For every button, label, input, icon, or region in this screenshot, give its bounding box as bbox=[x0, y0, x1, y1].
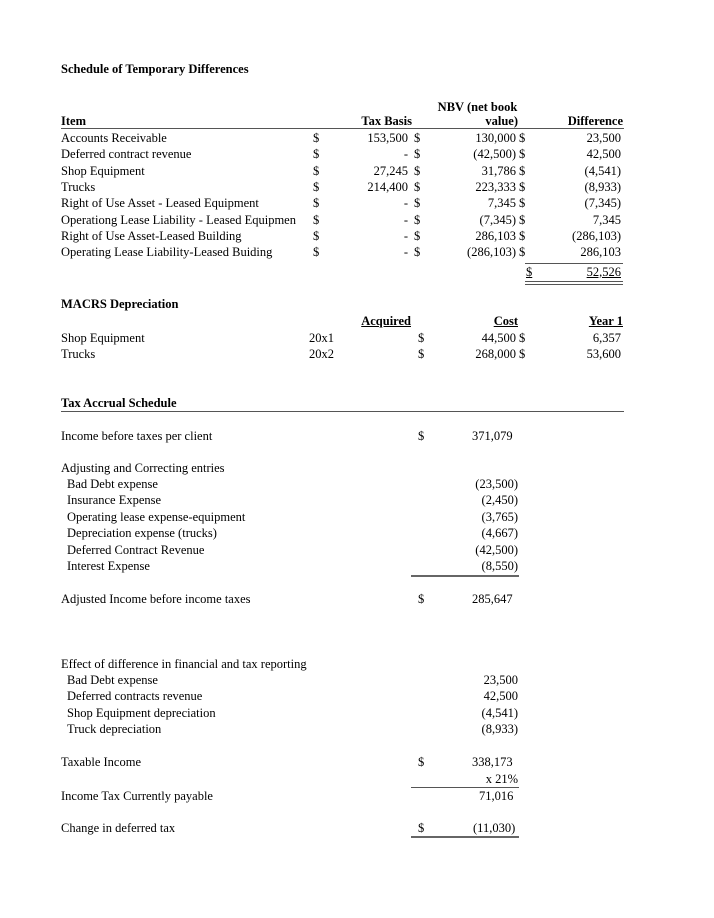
deferred-dollar: $ bbox=[418, 821, 425, 835]
row-dollar-2: $ bbox=[414, 179, 421, 194]
line-label: Interest Expense bbox=[67, 559, 150, 573]
header-difference: Difference bbox=[567, 114, 623, 128]
row-dollar-3: $ bbox=[519, 131, 526, 145]
macrs-item: Trucks bbox=[61, 347, 96, 361]
macrs-dollar-2: $ bbox=[519, 331, 526, 345]
row-dollar-3: $ bbox=[519, 245, 526, 260]
macrs-cost: 44,500 bbox=[481, 331, 516, 345]
deferred-rule bbox=[411, 836, 519, 838]
row-nbv: 130,000 bbox=[475, 131, 516, 145]
line-value: (2,450) bbox=[481, 493, 518, 508]
row-item: Shop Equipment bbox=[61, 163, 145, 178]
line-value: (4,667) bbox=[481, 526, 518, 541]
row-nbv: (286,103) bbox=[467, 245, 516, 260]
payable-value: 71,016 bbox=[479, 789, 514, 803]
row-difference: 42,500 bbox=[586, 147, 621, 162]
row-tax-basis: - bbox=[403, 196, 408, 211]
macrs-title: MACRS Depreciation bbox=[61, 297, 179, 311]
row-dollar-1: $ bbox=[313, 131, 320, 145]
row-dollar-3: $ bbox=[519, 228, 526, 243]
row-difference: 23,500 bbox=[586, 131, 621, 145]
macrs-year1: 53,600 bbox=[586, 347, 621, 361]
header-nbv-line2: value) bbox=[485, 114, 518, 128]
adjusted-dollar: $ bbox=[418, 592, 425, 606]
row-tax-basis: - bbox=[403, 245, 408, 260]
total-rule bbox=[525, 263, 623, 264]
line-label: Operating lease expense-equipment bbox=[67, 509, 246, 524]
line-value: (8,550) bbox=[481, 559, 518, 573]
row-nbv: 7,345 bbox=[487, 196, 516, 211]
row-difference: 7,345 bbox=[592, 212, 621, 227]
total-difference: 52,526 bbox=[586, 265, 621, 279]
income-label: Income before taxes per client bbox=[61, 429, 213, 443]
header-cost: Cost bbox=[493, 314, 518, 328]
macrs-item: Shop Equipment bbox=[61, 331, 145, 345]
effect-heading: Effect of difference in financial and tax reporting bbox=[61, 657, 307, 671]
total-dollar: $ bbox=[526, 265, 533, 279]
row-difference: 286,103 bbox=[580, 245, 621, 260]
adjust-rule bbox=[411, 575, 519, 577]
row-difference: (286,103) bbox=[572, 228, 621, 243]
total-double-rule bbox=[525, 281, 623, 285]
accrual-title: Tax Accrual Schedule bbox=[61, 396, 177, 410]
line-label: Bad Debt expense bbox=[67, 477, 158, 491]
row-item: Right of Use Asset-Leased Building bbox=[61, 228, 242, 243]
row-nbv: 223,333 bbox=[475, 179, 516, 194]
row-dollar-1: $ bbox=[313, 179, 320, 194]
row-dollar-3: $ bbox=[519, 179, 526, 194]
line-value: 42,500 bbox=[483, 689, 518, 704]
line-label: Truck depreciation bbox=[67, 722, 162, 737]
line-value: 23,500 bbox=[483, 673, 518, 687]
macrs-dollar-1: $ bbox=[418, 331, 425, 345]
adjusted-value: 285,647 bbox=[472, 592, 513, 606]
tax-rate: x 21% bbox=[485, 772, 518, 786]
row-tax-basis: - bbox=[403, 228, 408, 243]
line-label: Shop Equipment depreciation bbox=[67, 705, 216, 720]
line-label: Insurance Expense bbox=[67, 493, 162, 508]
row-tax-basis: 214,400 bbox=[367, 179, 408, 194]
deferred-label: Change in deferred tax bbox=[61, 821, 176, 835]
row-tax-basis: 27,245 bbox=[373, 163, 408, 178]
income-dollar: $ bbox=[418, 429, 425, 443]
macrs-dollar-1: $ bbox=[418, 347, 425, 361]
row-tax-basis: 153,500 bbox=[367, 131, 408, 145]
header-item: Item bbox=[61, 114, 86, 128]
deferred-value: (11,030) bbox=[473, 821, 516, 835]
line-label: Deferred Contract Revenue bbox=[67, 542, 205, 557]
row-dollar-1: $ bbox=[313, 147, 320, 162]
line-label: Bad Debt expense bbox=[67, 673, 158, 687]
row-dollar-2: $ bbox=[414, 147, 421, 162]
row-nbv: (42,500) bbox=[473, 147, 516, 162]
row-item: Operationg Lease Liability - Leased Equipmen bbox=[61, 212, 296, 227]
header-rule bbox=[61, 128, 624, 129]
adjust-heading: Adjusting and Correcting entries bbox=[61, 461, 225, 475]
row-dollar-2: $ bbox=[414, 228, 421, 243]
accrual-title-rule bbox=[61, 411, 624, 412]
row-dollar-2: $ bbox=[414, 196, 421, 211]
row-tax-basis: - bbox=[403, 147, 408, 162]
page-title: Schedule of Temporary Differences bbox=[61, 62, 249, 76]
header-acquired: Acquired bbox=[361, 314, 411, 328]
income-value: 371,079 bbox=[472, 429, 513, 443]
row-dollar-3: $ bbox=[519, 163, 526, 178]
row-item: Accounts Receivable bbox=[61, 131, 167, 145]
macrs-cost: 268,000 bbox=[475, 347, 516, 361]
taxable-label: Taxable Income bbox=[61, 755, 141, 769]
macrs-dollar-2: $ bbox=[519, 347, 526, 361]
row-item: Operating Lease Liability-Leased Buiding bbox=[61, 245, 273, 260]
row-difference: (4,541) bbox=[584, 163, 621, 178]
taxable-dollar: $ bbox=[418, 755, 425, 769]
row-dollar-2: $ bbox=[414, 131, 421, 145]
macrs-acquired: 20x1 bbox=[309, 331, 334, 345]
row-difference: (8,933) bbox=[584, 179, 621, 194]
line-value: (23,500) bbox=[475, 477, 518, 491]
row-nbv: 31,786 bbox=[481, 163, 516, 178]
row-dollar-1: $ bbox=[313, 228, 320, 243]
line-value: (8,933) bbox=[481, 722, 518, 737]
macrs-acquired: 20x2 bbox=[309, 347, 334, 361]
header-nbv-line1: NBV (net book bbox=[437, 100, 518, 114]
row-dollar-2: $ bbox=[414, 212, 421, 227]
row-item: Trucks bbox=[61, 179, 96, 194]
row-tax-basis: - bbox=[403, 212, 408, 227]
line-value: (42,500) bbox=[475, 542, 518, 557]
row-dollar-3: $ bbox=[519, 212, 526, 227]
row-item: Right of Use Asset - Leased Equipment bbox=[61, 196, 259, 211]
line-value: (4,541) bbox=[481, 705, 518, 720]
row-dollar-2: $ bbox=[414, 245, 421, 260]
line-label: Depreciation expense (trucks) bbox=[67, 526, 217, 541]
row-item: Deferred contract revenue bbox=[61, 147, 192, 162]
row-nbv: (7,345) bbox=[479, 212, 516, 227]
taxable-value: 338,173 bbox=[472, 755, 513, 769]
header-tax-basis: Tax Basis bbox=[361, 114, 412, 128]
row-dollar-1: $ bbox=[313, 163, 320, 178]
row-dollar-3: $ bbox=[519, 196, 526, 211]
row-dollar-2: $ bbox=[414, 163, 421, 178]
line-label: Deferred contracts revenue bbox=[67, 689, 203, 704]
rate-rule bbox=[411, 787, 519, 788]
adjusted-label: Adjusted Income before income taxes bbox=[61, 592, 251, 606]
row-dollar-3: $ bbox=[519, 147, 526, 162]
row-dollar-1: $ bbox=[313, 196, 320, 211]
row-nbv: 286,103 bbox=[475, 228, 516, 243]
row-dollar-1: $ bbox=[313, 245, 320, 260]
payable-label: Income Tax Currently payable bbox=[61, 789, 213, 803]
line-value: (3,765) bbox=[481, 509, 518, 524]
row-difference: (7,345) bbox=[584, 196, 621, 211]
header-year1: Year 1 bbox=[588, 314, 623, 328]
row-dollar-1: $ bbox=[313, 212, 320, 227]
macrs-year1: 6,357 bbox=[592, 331, 621, 345]
